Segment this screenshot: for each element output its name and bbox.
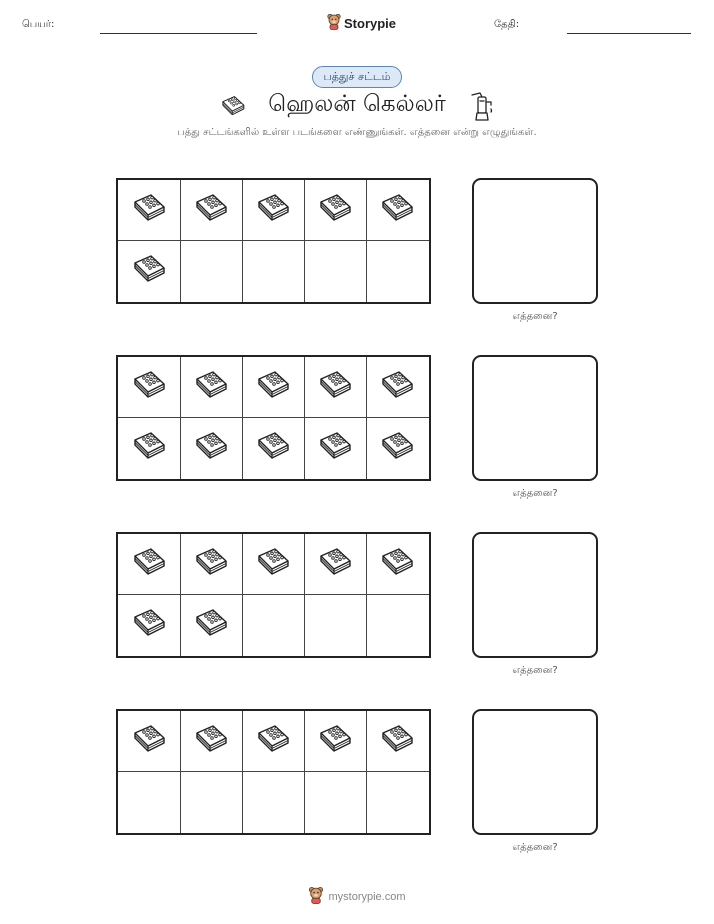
ten-frame-cell <box>180 180 242 241</box>
water-pump-icon <box>466 89 496 127</box>
ten-frame <box>116 532 431 658</box>
topic-badge: பத்துச் சட்டம் <box>312 66 402 88</box>
answer-box[interactable] <box>472 532 598 658</box>
braille-book-icon <box>255 544 291 584</box>
ten-frame-cell <box>180 418 242 479</box>
answer-prompt: எத்தனை? <box>512 311 558 322</box>
ten-frame-cell <box>242 711 304 772</box>
ten-frame-cell <box>118 241 180 302</box>
braille-book-icon <box>131 605 167 645</box>
ten-frame-cell <box>118 772 180 833</box>
ten-frame-cell <box>304 711 366 772</box>
braille-book-icon <box>379 190 415 230</box>
braille-book-icon <box>193 428 229 468</box>
ten-frame <box>116 355 431 481</box>
ten-frame-cell <box>118 534 180 595</box>
braille-book-icon <box>193 721 229 761</box>
ten-frame-cell <box>242 357 304 418</box>
ten-frame-cell <box>366 180 428 241</box>
footer-url[interactable]: mystorypie.com <box>328 891 406 903</box>
braille-book-icon <box>379 544 415 584</box>
braille-book-icon <box>131 367 167 407</box>
name-line[interactable] <box>100 33 257 34</box>
ten-frame-cell <box>180 772 242 833</box>
ten-frame <box>116 709 431 835</box>
braille-book-icon <box>255 367 291 407</box>
ten-frame-cell <box>242 418 304 479</box>
braille-book-icon <box>193 544 229 584</box>
ten-frame-cell <box>118 711 180 772</box>
ten-frame-cell <box>180 595 242 656</box>
ten-frame-cell <box>366 534 428 595</box>
braille-book-icon <box>131 428 167 468</box>
ten-frame-cell <box>304 241 366 302</box>
braille-book-icon <box>255 190 291 230</box>
ten-frame-cell <box>180 357 242 418</box>
ten-frame-cell <box>242 595 304 656</box>
braille-book-icon <box>193 367 229 407</box>
braille-book-icon <box>317 367 353 407</box>
ten-frame-cell <box>118 595 180 656</box>
storypie-logo <box>327 13 396 34</box>
braille-book-icon <box>255 428 291 468</box>
ten-frame-cell <box>118 180 180 241</box>
ten-frame-cell <box>304 772 366 833</box>
ten-frame-cell <box>366 357 428 418</box>
ten-frame-cell <box>366 711 428 772</box>
answer-prompt: எத்தனை? <box>512 665 558 676</box>
braille-book-icon <box>317 721 353 761</box>
braille-book-icon <box>193 605 229 645</box>
braille-book-icon <box>317 428 353 468</box>
answer-box[interactable] <box>472 709 598 835</box>
braille-book-icon <box>379 428 415 468</box>
braille-book-icon <box>131 190 167 230</box>
braille-book-icon <box>131 544 167 584</box>
ten-frame-cell <box>180 241 242 302</box>
braille-book-icon <box>131 721 167 761</box>
ten-frame-cell <box>366 241 428 302</box>
name-label: பெயர்: <box>22 19 55 30</box>
braille-book-icon <box>255 721 291 761</box>
instructions: பத்து சட்டங்களில் உள்ள படங்களை எண்ணுங்கள். எத்தனை என்று எழுதுங்கள். <box>177 127 537 138</box>
ten-frame <box>116 178 431 304</box>
ten-frame-cell <box>242 241 304 302</box>
bear-mascot-icon <box>308 886 324 908</box>
braille-book-icon <box>379 367 415 407</box>
answer-prompt: எத்தனை? <box>512 842 558 853</box>
logo-text: Storypie <box>344 16 397 31</box>
answer-box[interactable] <box>472 178 598 304</box>
ten-frame-cell <box>366 418 428 479</box>
ten-frame-cell <box>304 534 366 595</box>
braille-book-icon <box>131 251 167 291</box>
ten-frame-cell <box>242 180 304 241</box>
ten-frame-cell <box>304 418 366 479</box>
ten-frame-cell <box>118 418 180 479</box>
ten-frame-cell <box>118 357 180 418</box>
ten-frame-cell <box>304 180 366 241</box>
ten-frame-cell <box>366 595 428 656</box>
braille-book-icon <box>317 190 353 230</box>
ten-frame-cell <box>242 772 304 833</box>
footer <box>0 886 714 908</box>
date-line[interactable] <box>567 33 691 34</box>
worksheet-title: ஹெலன் கெல்லர் <box>268 91 446 117</box>
date-label: தேதி: <box>494 19 520 30</box>
ten-frame-cell <box>242 534 304 595</box>
braille-book-icon <box>193 190 229 230</box>
ten-frame-cell <box>366 772 428 833</box>
ten-frame-cell <box>304 595 366 656</box>
bear-mascot-icon <box>327 13 341 34</box>
ten-frame-cell <box>304 357 366 418</box>
ten-frame-cell <box>180 534 242 595</box>
answer-prompt: எத்தனை? <box>512 488 558 499</box>
ten-frame-cell <box>180 711 242 772</box>
braille-book-icon <box>317 544 353 584</box>
answer-box[interactable] <box>472 355 598 481</box>
braille-book-icon <box>379 721 415 761</box>
